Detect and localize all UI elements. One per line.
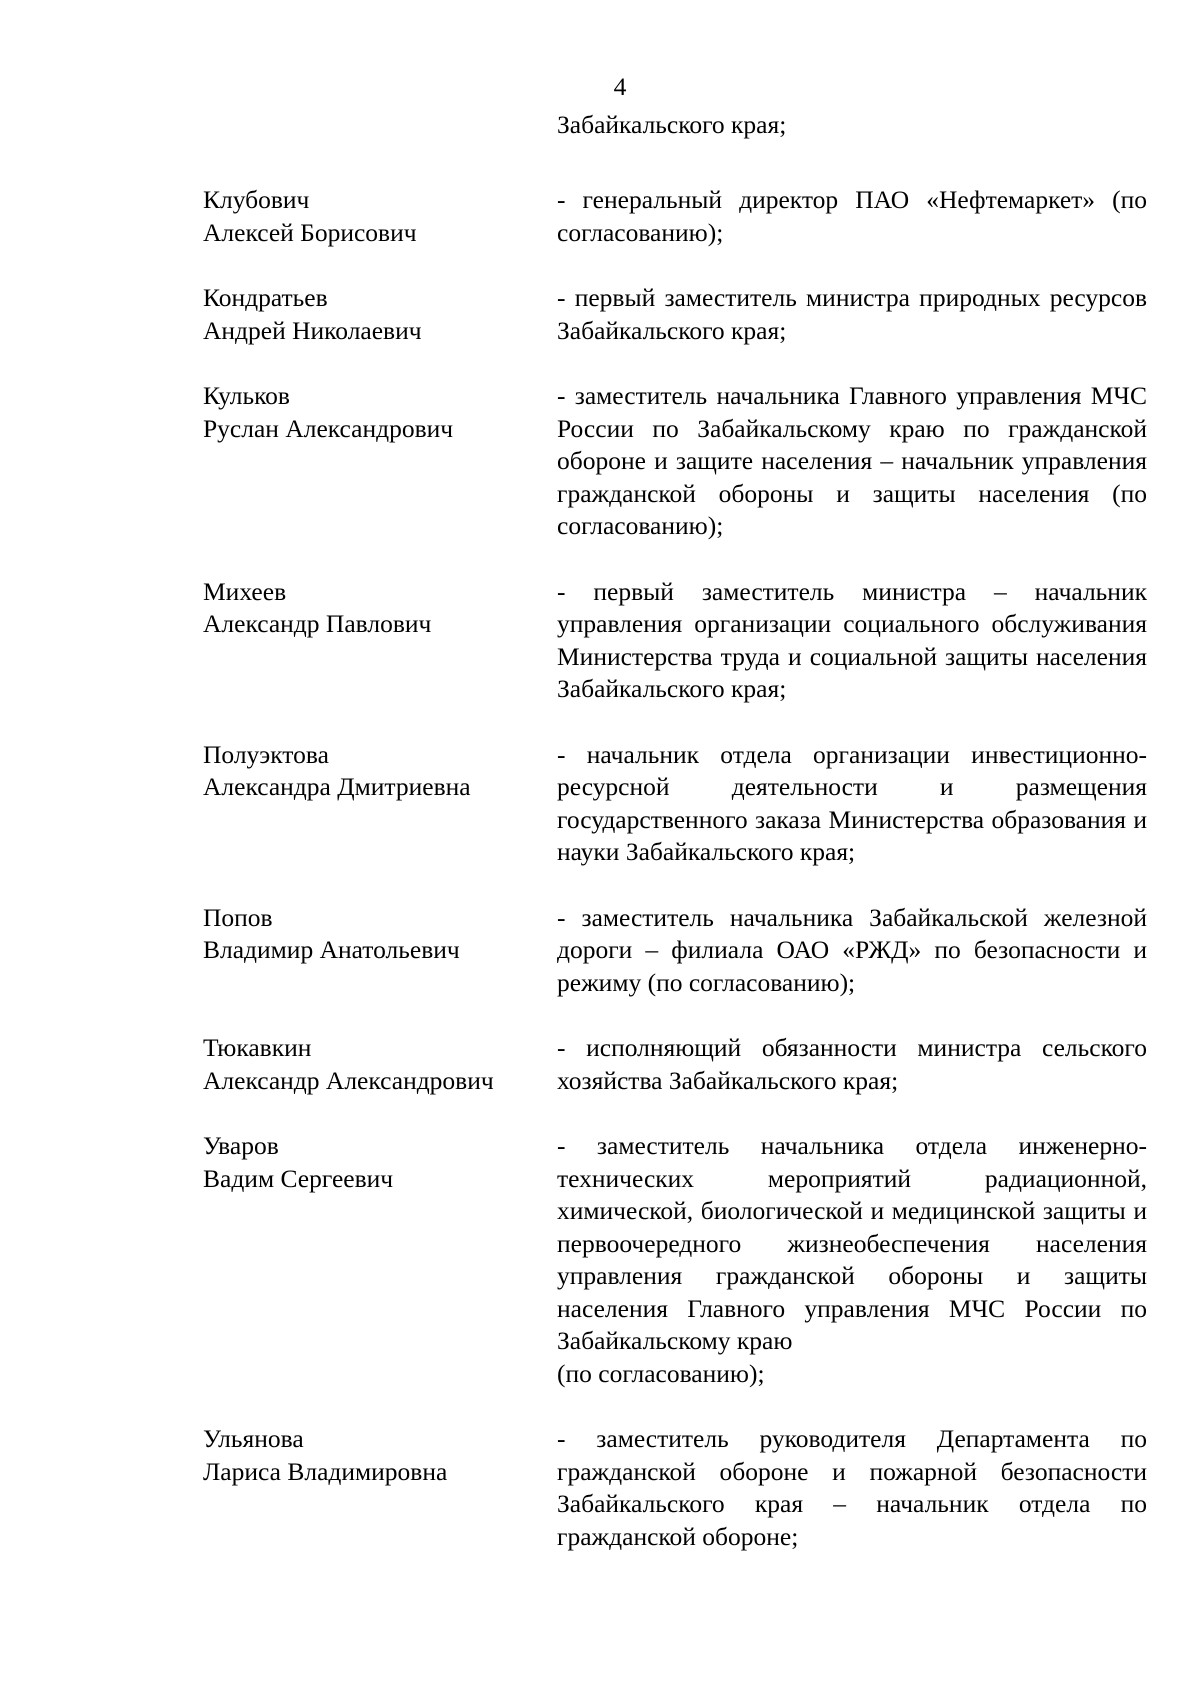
member-role: - начальник отдела организации инвестиционно-ресурсной деятельности и размещения государственного заказа Министерства образования и науки Забайкальского края; xyxy=(557,739,1147,866)
member-role: - заместитель начальника Главного управления МЧС России по Забайкальскому краю по гражданской обороне и защите населения – начальник управления гражданской обороны и защиты населения (по согласованию); xyxy=(557,381,1147,540)
member-surname: Кульков xyxy=(203,381,290,410)
member-name xyxy=(203,1130,557,1390)
member-given-names: Вадим Сергеевич xyxy=(203,1163,394,1193)
member-surname: Ульянова xyxy=(203,1424,304,1453)
member-surname: Полуэктова xyxy=(203,739,329,769)
member-name xyxy=(203,739,557,869)
member-entry xyxy=(203,902,1147,1000)
member-name xyxy=(203,282,557,347)
member-entry xyxy=(203,576,1147,706)
member-role xyxy=(557,1130,1147,1390)
member-name xyxy=(203,380,557,543)
member-surname: Тюкавкин xyxy=(203,1033,312,1062)
member-role: - заместитель начальника Забайкальской железной дороги – филиала ОАО «РЖД» по безопасности и режиму (по согласованию); xyxy=(557,902,1147,997)
member-entry xyxy=(203,380,1147,543)
member-entry xyxy=(203,282,1147,347)
member-list xyxy=(203,184,1147,1553)
member-given-names: Алексей Борисович xyxy=(203,217,417,247)
member-role: - первый заместитель министра – начальник управления организации социального обслуживания Министерства труда и социальной защиты населения Забайкальского края; xyxy=(557,576,1147,703)
member-role-note: (по согласованию); xyxy=(557,1358,765,1388)
member-role: - генеральный директор ПАО «Нефтемаркет» (по согласованию); xyxy=(557,185,1147,247)
member-surname: Кондратьев xyxy=(203,283,328,312)
member-name xyxy=(203,576,557,706)
member-given-names: Руслан Александрович xyxy=(203,413,454,443)
member-entry xyxy=(203,1130,1147,1390)
member-surname: Клубович xyxy=(203,185,310,214)
member-role: - первый заместитель министра природных ресурсов Забайкальского края; xyxy=(557,283,1147,345)
member-given-names: Андрей Николаевич xyxy=(203,315,422,345)
member-name xyxy=(203,1423,557,1553)
member-surname: Михеев xyxy=(203,576,287,606)
member-given-names: Александр Павлович xyxy=(203,609,432,638)
member-name xyxy=(203,1032,557,1097)
member-surname: Попов xyxy=(203,902,273,932)
member-given-names: Лариса Владимировна xyxy=(203,1456,448,1486)
member-entry xyxy=(203,1423,1147,1553)
page-number: 4 xyxy=(613,72,627,101)
member-given-names: Александра Дмитриевна xyxy=(203,772,471,801)
member-role: - заместитель руководителя Департамента по гражданской обороне и пожарной безопасности Забайкальского края – начальник отдела по гражданской обороне; xyxy=(557,1424,1147,1551)
member-entry xyxy=(203,1032,1147,1097)
member-entry xyxy=(203,184,1147,249)
member-name xyxy=(203,184,557,249)
member-entry xyxy=(203,739,1147,869)
member-given-names: Владимир Анатольевич xyxy=(203,935,460,964)
member-name xyxy=(203,902,557,1000)
member-role: - исполняющий обязанности министра сельского хозяйства Забайкальского края; xyxy=(557,1033,1147,1095)
member-surname: Уваров xyxy=(203,1131,279,1160)
member-role-text: - заместитель начальника отдела инженерно-технических мероприятий радиационной, химической, биологической и медицинской защиты и первоочередного жизнеобеспечения населения управления гражданской обороны и защиты населения Главного управления МЧС России по Забайкальскому краю xyxy=(557,1131,1147,1355)
member-given-names: Александр Александрович xyxy=(203,1065,494,1095)
continuation-text: Забайкальского края; xyxy=(557,110,787,139)
